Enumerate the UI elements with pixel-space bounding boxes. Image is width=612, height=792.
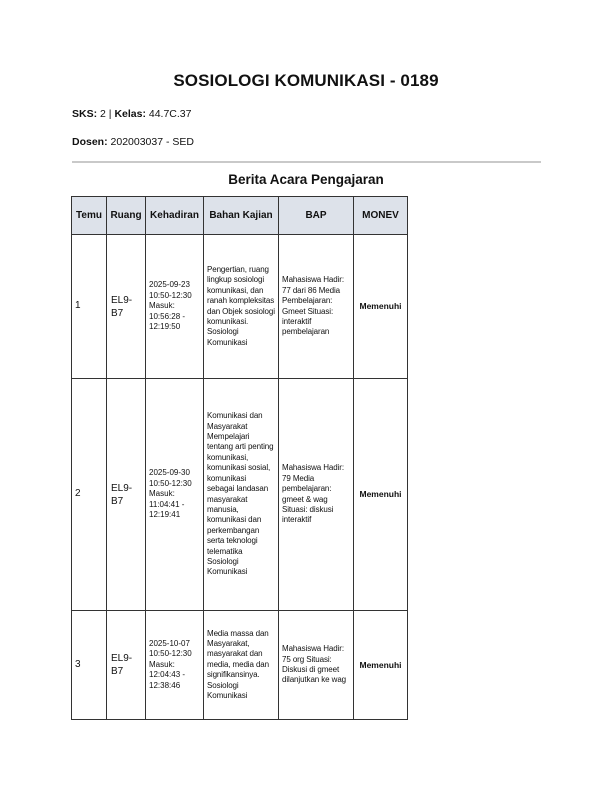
- cell-bahan-kajian: Komunikasi dan Masyarakat Mempelajari tentang arti penting komunikasi, komunikasi sosial, komunikasi sebagai landasan masyarakat manusia, komunikasi dan perkembangan serta teknologi telematika Sosiologi Komunikasi: [204, 379, 279, 611]
- cell-kehadiran: 2025-09-30 10:50-12:30 Masuk: 11:04:41 - 12:19:41: [146, 379, 204, 611]
- cell-temu: 1: [72, 235, 107, 379]
- cell-bahan-kajian: Pengertian, ruang lingkup sosiologi komunikasi, dan ranah kompleksitas dan Objek sosiologi komunikasi. Sosiologi Komunikasi: [204, 235, 279, 379]
- dosen-value: 202003037 - SED: [110, 136, 194, 148]
- cell-bap: Mahasiswa Hadir: 75 org Situasi: Diskusi di gmeet dilanjutkan ke wag: [279, 611, 354, 720]
- cell-bahan-kajian: Media massa dan Masyarakat, masyarakat dan media, media dan signifikansinya. Sosiologi Komunikasi: [204, 611, 279, 720]
- cell-ruang: EL9-B7: [107, 611, 146, 720]
- header-bap: BAP: [279, 197, 354, 235]
- table-header-row: [72, 197, 408, 235]
- table-title: Berita Acara Pengajaran: [228, 172, 384, 187]
- header-monev: MONEV: [354, 197, 408, 235]
- table-row: [72, 611, 408, 720]
- cell-bap: Mahasiswa Hadir: 77 dari 86 Media Pembelajaran: Gmeet Situasi: interaktif pembelajaran: [279, 235, 354, 379]
- cell-monev: Memenuhi: [354, 379, 408, 611]
- separator: |: [108, 108, 112, 120]
- cell-temu: 2: [72, 379, 107, 611]
- page-title: SOSIOLOGI KOMUNIKASI - 0189: [173, 71, 439, 90]
- header-bahan-kajian: Bahan Kajian: [204, 197, 279, 235]
- cell-temu: 3: [72, 611, 107, 720]
- kelas-label: Kelas:: [114, 108, 146, 120]
- lecturer-info-line: [72, 136, 194, 148]
- divider: [72, 161, 541, 163]
- cell-kehadiran: 2025-10-07 10:50-12:30 Masuk: 12:04:43 - 12:38:46: [146, 611, 204, 720]
- table-row: [72, 379, 408, 611]
- table-row: [72, 235, 408, 379]
- cell-monev: Memenuhi: [354, 235, 408, 379]
- sks-label: SKS:: [72, 108, 98, 120]
- teaching-log-table: [71, 196, 408, 720]
- cell-bap: Mahasiswa Hadir: 79 Media pembelajaran: gmeet & wag Situasi: diskusi interaktif: [279, 379, 354, 611]
- course-info-line: [72, 108, 192, 120]
- cell-ruang: EL9-B7: [107, 235, 146, 379]
- kelas-value: 44.7C.37: [148, 108, 192, 120]
- header-temu: Temu: [72, 197, 107, 235]
- cell-monev: Memenuhi: [354, 611, 408, 720]
- cell-ruang: EL9-B7: [107, 379, 146, 611]
- sks-value: 2: [100, 108, 106, 120]
- cell-kehadiran: 2025-09-23 10:50-12:30 Masuk: 10:56:28 - 12:19:50: [146, 235, 204, 379]
- header-kehadiran: Kehadiran: [146, 197, 204, 235]
- header-ruang: Ruang: [107, 197, 146, 235]
- dosen-label: Dosen:: [72, 136, 108, 148]
